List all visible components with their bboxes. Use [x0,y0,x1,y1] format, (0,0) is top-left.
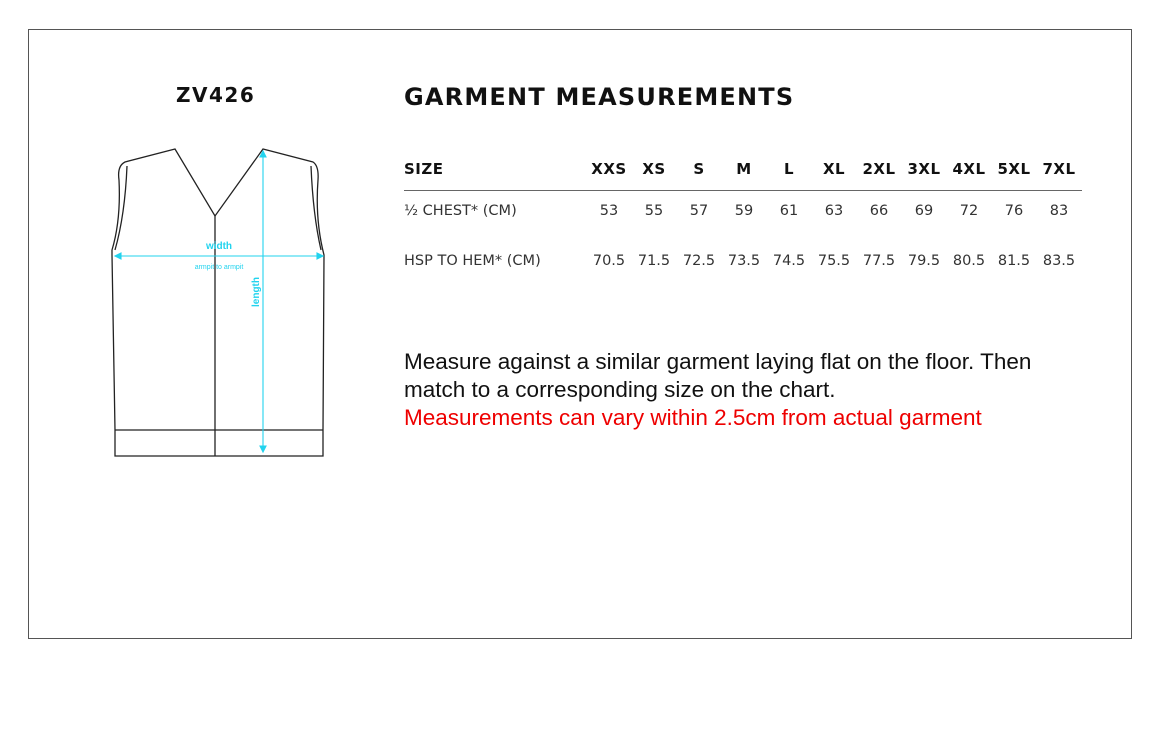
size-header-cell: L [783,160,795,178]
right-armhole [311,166,321,250]
size-header-cell: 4XL [952,160,986,178]
size-header-cell: 3XL [907,160,941,178]
table-row [404,201,1082,225]
table-cell: 55 [644,203,664,219]
size-header-cell: XXS [591,160,627,178]
measurement-note [404,348,1104,432]
vest-diagram [105,140,335,470]
size-header-label: SIZE [404,160,444,178]
table-cell: 71.5 [637,253,671,269]
length-label: length [251,277,262,307]
vest-outline [112,149,324,456]
table-divider [404,190,1082,191]
note-line-2: match to a corresponding size on the chart. [404,377,836,402]
width-arrow-right [317,253,323,259]
table-cell: 70.5 [592,253,626,269]
table-cell: 69 [914,203,934,219]
size-table [404,158,1082,275]
row-label: HSP TO HEM* (CM) [404,253,541,269]
table-cell: 61 [779,203,799,219]
table-row [404,251,1082,275]
table-cell: 76 [1004,203,1024,219]
product-code: ZV426 [176,83,256,107]
width-arrow-left [115,253,121,259]
length-arrow-bottom [260,446,266,452]
size-header-cell: XS [642,160,666,178]
width-label: width [205,241,233,252]
note-warning: Measurements can vary within 2.5cm from actual garment [404,405,982,430]
table-cell: 79.5 [907,253,941,269]
size-header-cell: M [736,160,752,178]
table-cell: 75.5 [817,253,851,269]
table-cell: 59 [734,203,754,219]
size-header-cell: 5XL [997,160,1031,178]
table-cell: 72 [959,203,979,219]
table-cell: 63 [824,203,844,219]
table-cell: 53 [599,203,619,219]
table-cell: 81.5 [997,253,1031,269]
table-cell: 77.5 [862,253,896,269]
table-cell: 80.5 [952,253,986,269]
table-cell: 73.5 [727,253,761,269]
page-title: GARMENT MEASUREMENTS [404,83,795,111]
table-cell: 83 [1049,203,1069,219]
table-cell: 83.5 [1042,253,1076,269]
size-header-cell: 2XL [862,160,896,178]
size-header-cell: XL [822,160,846,178]
size-header-cell: S [693,160,705,178]
size-header-row [404,158,1082,182]
table-cell: 57 [689,203,709,219]
size-header-cell: 7XL [1042,160,1076,178]
table-cell: 66 [869,203,889,219]
left-armhole [115,166,127,250]
width-sub-label: armpit to armpit [194,264,244,271]
table-cell: 72.5 [682,253,716,269]
row-label: ½ CHEST* (CM) [404,203,517,219]
table-cell: 74.5 [772,253,806,269]
note-line-1: Measure against a similar garment laying flat on the floor. Then [404,349,1032,374]
